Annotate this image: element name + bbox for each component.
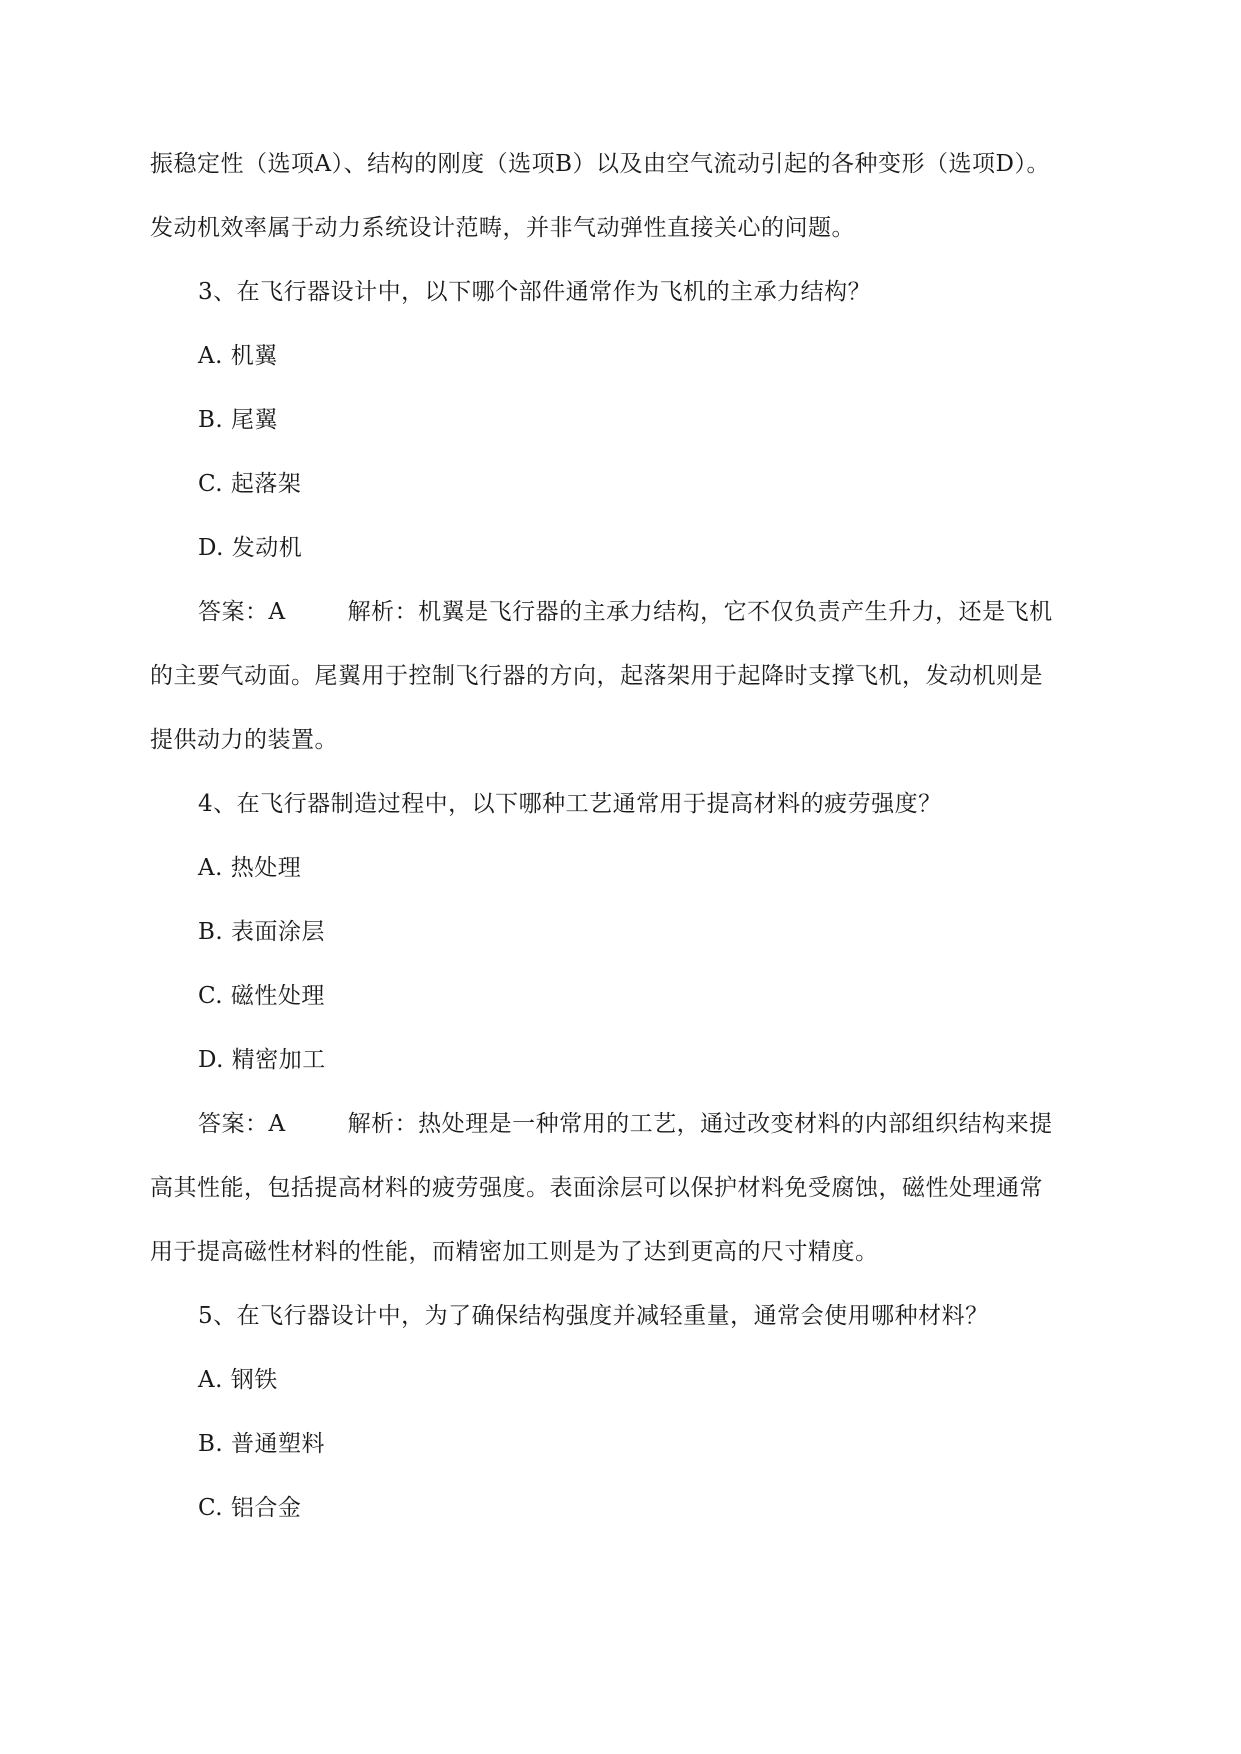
q4-option-b: B. 表面涂层 xyxy=(198,919,326,945)
q5-option-a: A. 钢铁 xyxy=(198,1367,278,1393)
q3-option-a: A. 机翼 xyxy=(198,343,278,369)
q4-answer: 答案：A xyxy=(198,1111,286,1137)
q4-option-d: D. 精密加工 xyxy=(198,1047,326,1073)
q4-option-a: A. 热处理 xyxy=(198,855,302,881)
q4-option-c: C. 磁性处理 xyxy=(198,983,325,1009)
q3-explanation-line: 提供动力的装置。 xyxy=(150,727,338,753)
q3-explanation-start: 解析：机翼是飞行器的主承力结构，它不仅负责产生升力，还是飞机 xyxy=(347,599,1053,625)
question-3: 3、在飞行器设计中，以下哪个部件通常作为飞机的主承力结构？ xyxy=(198,279,872,305)
q4-explanation-line: 高其性能，包括提高材料的疲劳强度。表面涂层可以保护材料免受腐蚀，磁性处理通常 xyxy=(150,1175,1043,1201)
q3-answer-line xyxy=(198,596,1158,628)
q4-answer-line xyxy=(198,1108,1158,1140)
q3-option-c: C. 起落架 xyxy=(198,471,302,497)
paragraph-line: 发动机效率属于动力系统设计范畴，并非气动弹性直接关心的问题。 xyxy=(150,215,855,241)
question-4: 4、在飞行器制造过程中，以下哪种工艺通常用于提高材料的疲劳强度？ xyxy=(198,791,942,817)
q3-answer: 答案：A xyxy=(198,599,286,625)
q4-explanation-line: 用于提高磁性材料的性能，而精密加工则是为了达到更高的尺寸精度。 xyxy=(150,1239,879,1265)
q5-option-b: B. 普通塑料 xyxy=(198,1431,326,1457)
paragraph-line: 振稳定性（选项A）、结构的刚度（选项B）以及由空气流动引起的各种变形（选项D）。 xyxy=(150,151,1050,177)
q3-option-b: B. 尾翼 xyxy=(198,407,279,433)
q5-option-c: C. 铝合金 xyxy=(198,1495,302,1521)
q4-explanation-start: 解析：热处理是一种常用的工艺，通过改变材料的内部组织结构来提 xyxy=(347,1111,1053,1137)
q3-option-d: D. 发动机 xyxy=(198,535,303,561)
question-5: 5、在飞行器设计中，为了确保结构强度并减轻重量，通常会使用哪种材料？ xyxy=(198,1303,989,1329)
q3-explanation-line: 的主要气动面。尾翼用于控制飞行器的方向，起落架用于起降时支撑飞机，发动机则是 xyxy=(150,663,1043,689)
